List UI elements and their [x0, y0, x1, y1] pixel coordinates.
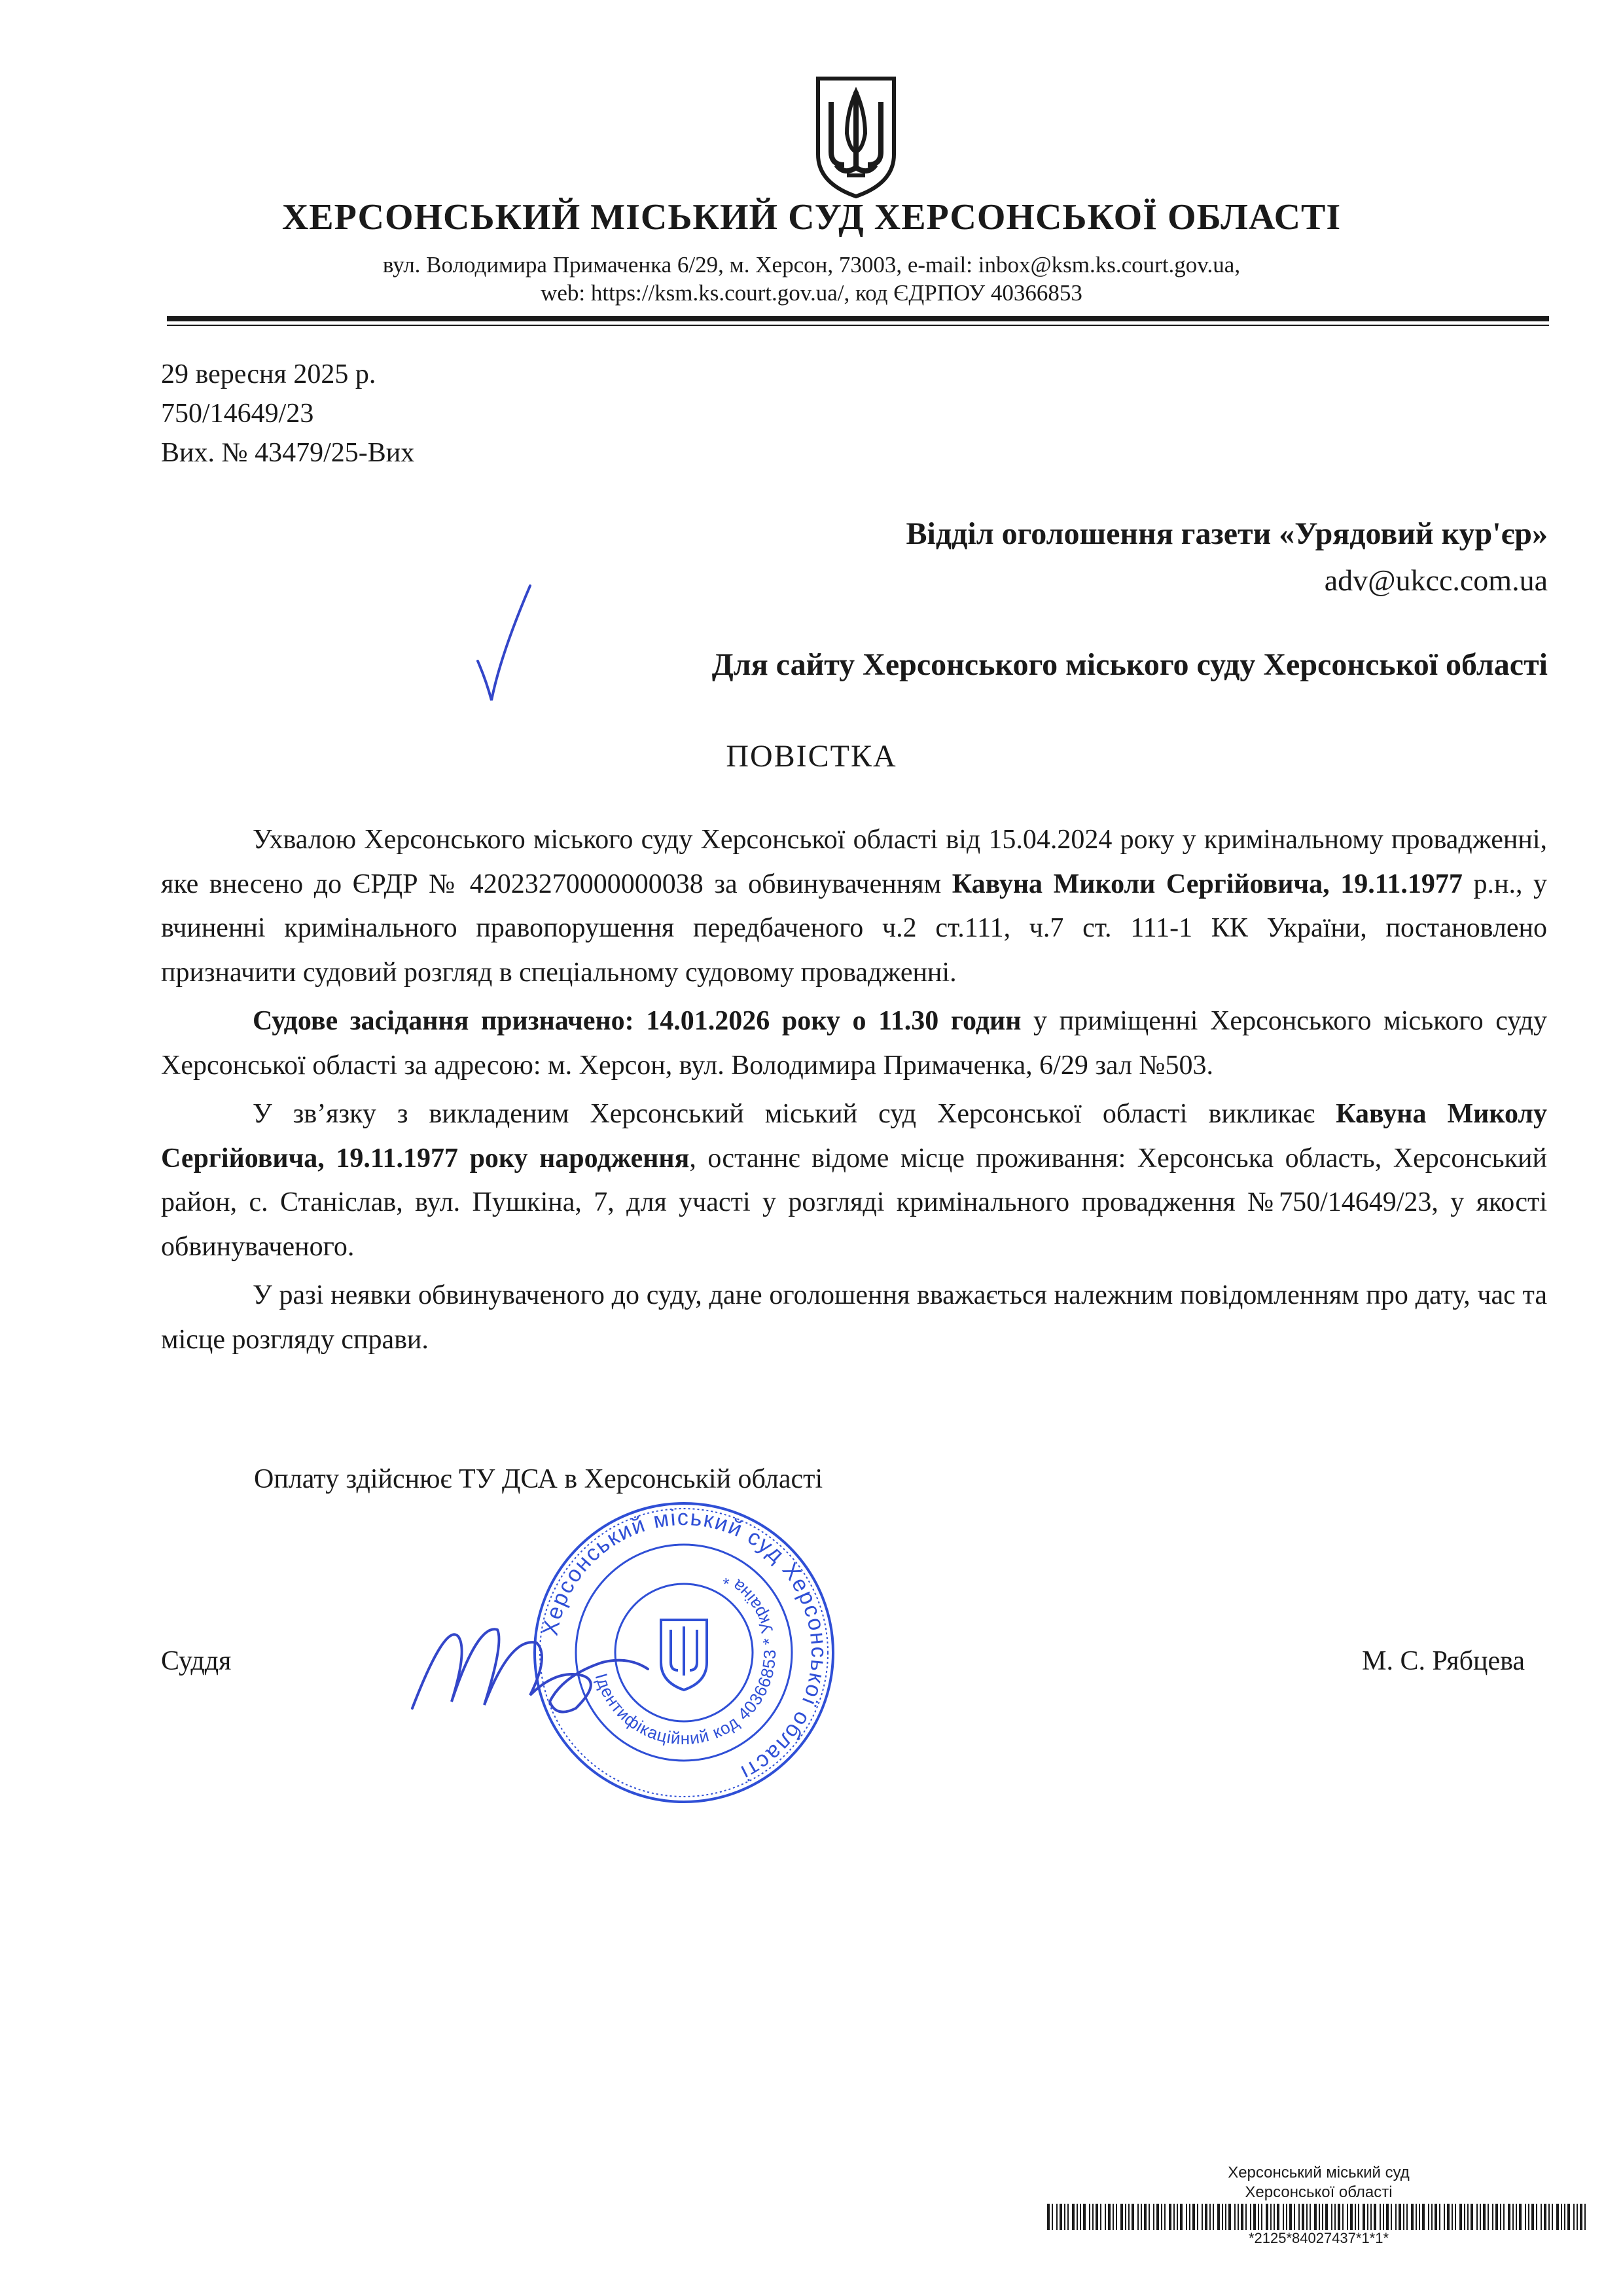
barcode-bar	[1411, 2204, 1414, 2230]
barcode-bar	[1338, 2204, 1340, 2230]
barcode-bar	[1270, 2204, 1272, 2230]
barcode-bar	[1052, 2204, 1053, 2230]
barcode-bar	[1180, 2204, 1183, 2230]
court-name-heading: ХЕРСОНСЬКИЙ МІСЬКИЙ СУД ХЕРСОНСЬКОЇ ОБЛАСТІ	[281, 197, 1342, 238]
barcode-bar	[1164, 2204, 1166, 2230]
barcode-bar	[1536, 2204, 1537, 2230]
barcode-bar	[1156, 2204, 1159, 2230]
barcode-bar	[1228, 2204, 1231, 2230]
judge-signature	[406, 1597, 654, 1728]
barcode-bar	[1459, 2204, 1462, 2230]
barcode-bar	[1577, 2204, 1578, 2230]
barcode-bar	[1245, 2204, 1247, 2230]
barcode-bar	[1374, 2204, 1376, 2230]
barcode-bar	[1428, 2204, 1429, 2230]
barcode-bar	[1192, 2204, 1195, 2230]
barcode-number: *2125*84027437*1*1*	[1248, 2230, 1389, 2246]
barcode-bar	[1205, 2204, 1207, 2230]
barcode-bar	[1531, 2204, 1534, 2230]
barcode-bar	[1495, 2204, 1498, 2230]
barcode-bar	[1141, 2204, 1142, 2230]
barcode-bar	[1319, 2204, 1320, 2230]
barcode-bar	[1573, 2204, 1575, 2230]
barcode-bar	[1406, 2204, 1408, 2230]
barcode-bar	[1083, 2204, 1086, 2230]
barcode-bar	[1500, 2204, 1501, 2230]
barcode-bar	[1277, 2204, 1279, 2230]
barcode-bar	[1258, 2204, 1259, 2230]
barcode-bar	[1092, 2204, 1094, 2230]
barcode-bar	[1274, 2204, 1275, 2230]
barcode-bar	[1125, 2204, 1126, 2230]
barcode-bar	[1350, 2204, 1353, 2230]
recipient-email: adv@ukcc.com.ua	[1324, 564, 1548, 597]
barcode-bar	[1322, 2204, 1323, 2230]
registration-court-name: Херсонський міський суд	[1228, 2164, 1410, 2181]
court-address-line: вул. Володимира Примаченка 6/29, м. Херсон, 73003, e-mail: inbox@ksm.ks.court.gov.ua,	[382, 252, 1241, 278]
barcode-bar	[1234, 2204, 1236, 2230]
barcode-bar	[1488, 2204, 1489, 2230]
barcode-bar	[1310, 2204, 1311, 2230]
barcode-bar	[1289, 2204, 1292, 2230]
barcode-bar	[1419, 2204, 1420, 2230]
barcode	[1047, 2204, 1590, 2230]
barcode-bar	[1302, 2204, 1304, 2230]
barcode-bar	[1189, 2204, 1190, 2230]
barcode-bar	[1525, 2204, 1526, 2230]
barcode-bar	[1060, 2204, 1062, 2230]
registration-region: Херсонської області	[1245, 2183, 1393, 2201]
barcode-bar	[1395, 2204, 1397, 2230]
summoned-person: Кавуна Миколу Сергійовича, 19.11.1977 року народження	[161, 1099, 1548, 1174]
notice-body	[161, 818, 1547, 1367]
barcode-bar	[1116, 2204, 1117, 2230]
barcode-bar	[1403, 2204, 1404, 2230]
barcode-bar	[1370, 2204, 1372, 2230]
barcode-bar	[1455, 2204, 1456, 2230]
barcode-bar	[1105, 2204, 1106, 2230]
barcode-bar	[1556, 2204, 1559, 2230]
barcode-bar	[1266, 2204, 1268, 2230]
barcode-bar	[1128, 2204, 1130, 2230]
barcode-bar	[1567, 2204, 1570, 2230]
barcode-bar	[1325, 2204, 1328, 2230]
document-title: ПОВІСТКА	[726, 739, 897, 774]
outgoing-number: Вих. № 43479/25-Вих	[161, 438, 415, 468]
barcode-bar	[1286, 2204, 1287, 2230]
accused-name: Кавуна Миколи Сергійовича, 19.11.1977	[952, 869, 1463, 899]
header-divider	[167, 316, 1549, 321]
barcode-bar	[1072, 2204, 1075, 2230]
barcode-bar	[1444, 2204, 1445, 2230]
barcode-bar	[1564, 2204, 1565, 2230]
barcode-bar	[1552, 2204, 1553, 2230]
barcode-bar	[1528, 2204, 1529, 2230]
judge-label: Суддя	[161, 1646, 232, 1676]
barcode-bar	[1283, 2204, 1284, 2230]
document-date: 29 вересня 2025 р.	[161, 359, 376, 389]
barcode-bar	[1047, 2204, 1050, 2230]
barcode-bar	[1077, 2204, 1078, 2230]
barcode-bar	[1399, 2204, 1401, 2230]
barcode-bar	[1120, 2204, 1123, 2230]
barcode-bar	[1580, 2204, 1582, 2230]
barcode-bar	[1056, 2204, 1058, 2230]
barcode-bar	[1161, 2204, 1162, 2230]
barcode-bar	[1217, 2204, 1220, 2230]
barcode-bar	[1541, 2204, 1542, 2230]
barcode-bar	[1544, 2204, 1546, 2230]
barcode-bar	[1113, 2204, 1114, 2230]
recipient-line: Відділ оголошення газети «Урядовий кур'єр»	[906, 516, 1548, 551]
barcode-bar	[1519, 2204, 1522, 2230]
barcode-bar	[1516, 2204, 1517, 2230]
barcode-bar	[1431, 2204, 1433, 2230]
barcode-bar	[1306, 2204, 1308, 2230]
barcode-bar	[1173, 2204, 1175, 2230]
barcode-bar	[1197, 2204, 1198, 2230]
barcode-bar	[1467, 2204, 1469, 2230]
barcode-bar	[1100, 2204, 1101, 2230]
for-site-line: Для сайту Херсонського міського суду Херсонської області	[711, 647, 1548, 682]
barcode-bar	[1222, 2204, 1223, 2230]
barcode-bar	[1355, 2204, 1356, 2230]
seal-inner-text: Ідентифікаційний код 40366853 * Україна *	[591, 1568, 780, 1749]
barcode-bar	[1508, 2204, 1510, 2230]
barcode-bar	[1241, 2204, 1243, 2230]
barcode-bar	[1137, 2204, 1139, 2230]
barcode-bar	[1153, 2204, 1154, 2230]
barcode-bar	[1386, 2204, 1389, 2230]
barcode-bar	[1584, 2204, 1586, 2230]
barcode-bar	[1363, 2204, 1365, 2230]
barcode-bar	[1391, 2204, 1392, 2230]
barcode-bar	[1561, 2204, 1562, 2230]
barcode-bar	[1209, 2204, 1211, 2230]
paragraph-non-appearance: У разі неявки обвинуваченого до суду, дане оголошення вважається належним повідомленням про дату, час та місце розгляду справи.	[161, 1280, 1547, 1355]
paragraph-ruling: Ухвалою Херсонського міського суду Херсонської області від 15.04.2024 року у кримінальному провадженні, яке внесено до ЄРДР № 42023270000000038 за обвинуваченням Кавуна Миколи Сергійовича, 19.11.1977 р.н., у вчиненні кримінального правопорушення передбаченого ч.2 ст.111, ч.7 ст. 111-1 КК України, постановлено призначити судовий розгляд в спеціальному судовому провадженні.	[161, 825, 1547, 988]
barcode-bar	[1298, 2204, 1300, 2230]
barcode-bar	[1452, 2204, 1453, 2230]
registration-stamp	[1047, 2163, 1590, 2247]
barcode-bar	[1422, 2204, 1425, 2230]
coat-of-arms-icon	[810, 73, 902, 202]
barcode-bar	[1225, 2204, 1226, 2230]
barcode-bar	[1089, 2204, 1090, 2230]
barcode-bar	[1464, 2204, 1465, 2230]
barcode-bar	[1367, 2204, 1368, 2230]
judge-name: М. С. Рябцева	[1362, 1646, 1525, 1676]
barcode-bar	[1480, 2204, 1481, 2230]
barcode-bar	[1080, 2204, 1081, 2230]
barcode-bar	[1476, 2204, 1478, 2230]
barcode-bar	[1213, 2204, 1214, 2230]
barcode-bar	[1492, 2204, 1493, 2230]
barcode-bar	[1253, 2204, 1256, 2230]
barcode-bar	[1149, 2204, 1150, 2230]
barcode-bar	[1334, 2204, 1336, 2230]
case-number: 750/14649/23	[161, 399, 314, 429]
barcode-bar	[1347, 2204, 1348, 2230]
barcode-bar	[1358, 2204, 1359, 2230]
paragraph-summons: У зв’язку з викладеним Херсонський міський суд Херсонської області викликає Кавуна Миколу Сергійовича, 19.11.1977 року народження, останнє відоме місце проживання: Херсонська область, Херсонський район, с. Станіслав, вул. Пушкіна, 7, для участі у розгляді кримінального провадження №750/14649/23, у якості обвинуваченого.	[161, 1099, 1548, 1262]
barcode-bar	[1261, 2204, 1262, 2230]
barcode-bar	[1132, 2204, 1134, 2230]
handwritten-checkmark-icon	[474, 583, 533, 707]
barcode-bar	[1314, 2204, 1317, 2230]
barcode-bar	[1380, 2204, 1381, 2230]
barcode-bar	[1416, 2204, 1417, 2230]
payment-note: Оплату здійснює ТУ ДСА в Херсонській області	[254, 1464, 823, 1494]
barcode-bar	[1471, 2204, 1473, 2230]
barcode-bar	[1177, 2204, 1178, 2230]
barcode-bar	[1331, 2204, 1332, 2230]
barcode-bar	[1548, 2204, 1550, 2230]
barcode-bar	[1383, 2204, 1384, 2230]
barcode-bar	[1483, 2204, 1486, 2230]
barcode-bar	[1447, 2204, 1450, 2230]
barcode-bar	[1108, 2204, 1111, 2230]
barcode-bar	[1202, 2204, 1203, 2230]
barcode-bar	[1294, 2204, 1295, 2230]
hearing-date: Судове засідання призначено: 14.01.2026 року о 11.30 годин	[253, 1006, 1022, 1036]
barcode-bar	[1503, 2204, 1505, 2230]
barcode-bar	[1435, 2204, 1437, 2230]
barcode-bar	[1238, 2204, 1239, 2230]
barcode-bar	[1067, 2204, 1069, 2230]
court-web-line: web: https://ksm.ks.court.gov.ua/, код ЄДРПОУ 40366853	[541, 280, 1082, 306]
barcode-bar	[1342, 2204, 1344, 2230]
barcode-bar	[1064, 2204, 1065, 2230]
seal-outer-text: Херсонський міський суд Херсонської області	[537, 1505, 832, 1786]
barcode-bar	[1439, 2204, 1440, 2230]
barcode-bar	[1096, 2204, 1098, 2230]
barcode-bar	[1144, 2204, 1147, 2230]
barcode-bar	[1186, 2204, 1187, 2230]
barcode-bar	[1512, 2204, 1514, 2230]
header-divider-thin	[167, 325, 1549, 326]
paragraph-hearing: Судове засідання призначено: 14.01.2026 року о 11.30 годин у приміщенні Херсонського міського суду Херсонської області за адресою: м. Херсон, вул. Володимира Примаченка, 6/29 зал №503.	[161, 1006, 1548, 1081]
barcode-bar	[1250, 2204, 1251, 2230]
barcode-bar	[1169, 2204, 1171, 2230]
